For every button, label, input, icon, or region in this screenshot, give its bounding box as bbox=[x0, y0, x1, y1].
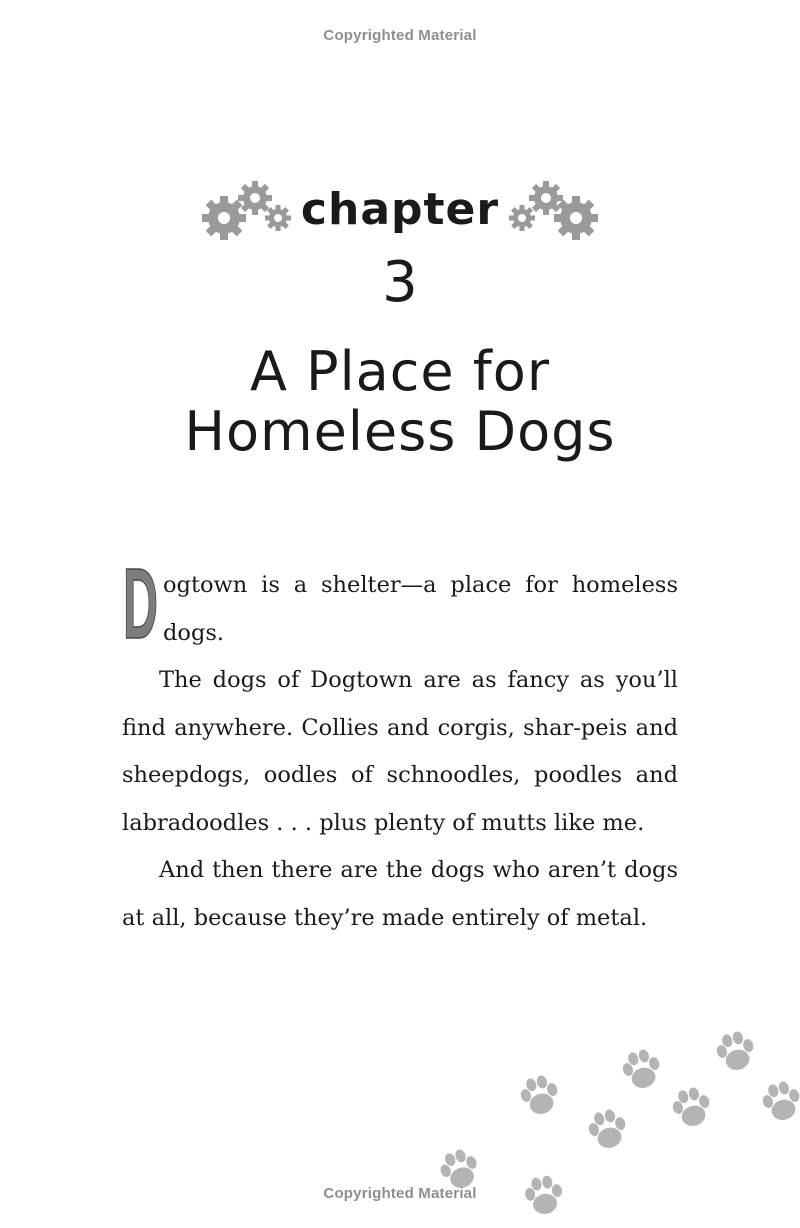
drop-cap bbox=[122, 568, 159, 642]
paragraph-1-text: ogtown is a shelter—a place for homeless dogs. bbox=[163, 572, 678, 646]
drop-cap-letter: D bbox=[123, 568, 158, 642]
paragraph-2: The dogs of Dogtown are as fancy as you’ll find anywhere. Collies and corgis, shar-peis and sheepdogs, oodles of schnoodles, poodles and labradoodles . . . plus plenty of mutts like me. bbox=[122, 667, 678, 836]
watermark-bottom: Copyrighted Material bbox=[323, 1185, 477, 1202]
gears-icon bbox=[508, 180, 600, 242]
chapter-title-line-2: Homeless Dogs bbox=[184, 400, 616, 463]
chapter-heading bbox=[0, 178, 800, 258]
paragraph-1 bbox=[122, 562, 678, 657]
watermark-top: Copyrighted Material bbox=[323, 27, 477, 44]
chapter-body bbox=[122, 562, 678, 942]
chapter-label: chapter bbox=[300, 184, 500, 235]
chapter-title-line-1: A Place for bbox=[249, 340, 551, 403]
chapter-number: 3 bbox=[382, 250, 418, 315]
paragraph-3: And then there are the dogs who aren’t dogs at all, because they’re made entirely of metal. bbox=[122, 857, 678, 931]
chapter-title bbox=[0, 342, 800, 462]
